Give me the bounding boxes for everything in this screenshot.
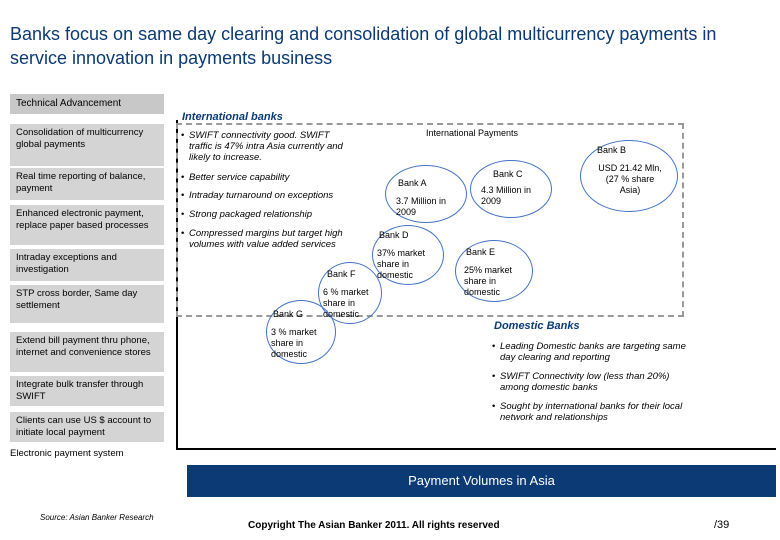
tech-item: Integrate bulk transfer through SWIFT	[10, 376, 164, 406]
bank-b-oval	[580, 140, 678, 212]
tech-item: Clients can use US $ account to initiate local payment	[10, 412, 164, 442]
page-number: /39	[714, 519, 730, 531]
domestic-banks-title: Domestic Banks	[494, 320, 580, 332]
bank-d-name: Bank D	[379, 230, 409, 240]
electronic-payment-label: Electronic payment system	[10, 448, 124, 459]
tech-item: Extend bill payment thru phone, internet and convenience stores	[10, 332, 164, 372]
x-axis	[176, 448, 776, 450]
domestic-bullet: • Sought by international banks for their local network and relationships	[500, 401, 700, 423]
bank-d-oval	[372, 225, 444, 285]
bank-e-oval	[455, 240, 533, 302]
tech-item: Intraday exceptions and investigation	[10, 249, 164, 281]
international-payments-label: International Payments	[426, 128, 519, 138]
international-bullet: • Intraday turnaround on exceptions	[189, 190, 369, 201]
bank-a-value: 3.7 Million in 2009	[396, 196, 447, 217]
bank-a-name: Bank A	[398, 178, 427, 188]
bank-f-value: 6 % market share in domestic	[323, 287, 369, 319]
bank-b-name: Bank B	[597, 145, 627, 155]
international-banks-title: International banks	[182, 111, 283, 123]
bank-b-value: USD 21.42 Mln, (27 % share Asia)	[598, 163, 662, 195]
tech-item: Consolidation of multicurrency global payments	[10, 124, 164, 166]
bank-a-oval	[385, 165, 467, 223]
bank-c-value: 4.3 Million in 2009	[481, 185, 532, 206]
bank-g-name: Bank G	[273, 309, 304, 319]
source-note: Source: Asian Banker Research	[40, 513, 154, 522]
international-bullet: • SWIFT connectivity good. SWIFT traffic is 47% intra Asia currently and likely to increase.	[189, 130, 354, 163]
domestic-bullet: • Leading Domestic banks are targeting same day clearing and reporting	[500, 341, 700, 363]
international-bullet: • Better service capability	[189, 172, 349, 183]
x-axis-label: Payment Volumes in Asia	[187, 465, 776, 497]
copyright-text: Copyright The Asian Banker 2011. All rights reserved	[248, 520, 500, 531]
tech-item: STP cross border, Same day settlement	[10, 285, 164, 323]
bank-c-name: Bank C	[493, 169, 523, 179]
bank-g-value: 3 % market share in domestic	[271, 327, 317, 359]
bank-e-name: Bank E	[466, 247, 496, 257]
page-title: Banks focus on same day clearing and consolidation of global multicurrency payments in service innovation in payments business	[10, 24, 717, 68]
tech-item: Enhanced electronic payment, replace paper based processes	[10, 205, 164, 245]
bank-c-oval	[470, 160, 552, 218]
bank-d-value: 37% market share in domestic	[377, 248, 426, 280]
international-bullet: • Strong packaged relationship	[189, 209, 349, 220]
international-bullet: • Compressed margins but target high volumes with value added services	[189, 228, 349, 250]
tech-item: Real time reporting of balance, payment	[10, 168, 164, 200]
domestic-bullet: • SWIFT Connectivity low (less than 20%) among domestic banks	[500, 371, 700, 393]
bank-f-name: Bank F	[327, 269, 356, 279]
tech-advancement-header: Technical Advancement	[10, 94, 164, 114]
bank-e-value: 25% market share in domestic	[464, 265, 513, 297]
bank-g-oval	[266, 300, 336, 364]
